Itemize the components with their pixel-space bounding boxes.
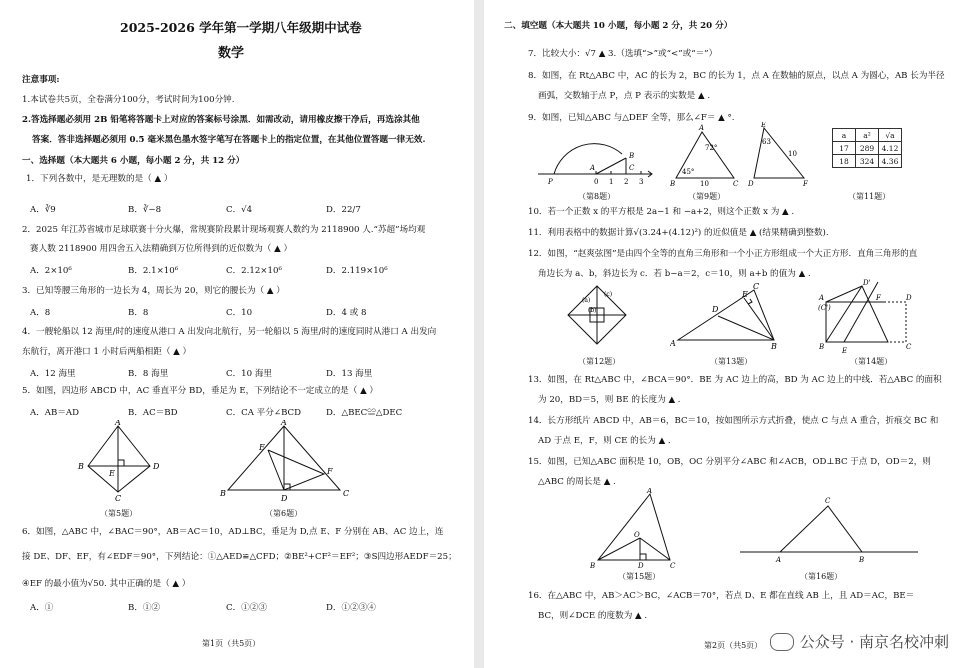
table-cell: 324 [856, 155, 879, 168]
svg-text:E: E [109, 469, 115, 478]
watermark-text: 公众号 · 南京名校冲刺 [799, 633, 949, 651]
question-16-line1: 16．在△ABC 中，AB＞AC＞BC，∠ACB＝70°，若点 D、E 都在直线 AB 上，且 AD＝AC，BE＝ [528, 591, 915, 601]
figure-13-triangle [670, 280, 780, 350]
svg-text:B: B [670, 180, 676, 188]
q4-option-d: D．13 海里 [326, 369, 373, 379]
figure-11-caption: （第11题） [848, 192, 891, 201]
svg-text:A: A [776, 556, 782, 564]
question-15-line1: 15．如图，已知△ABC 面积是 10，OB，OC 分别平分∠ABC 和∠ACB，OD⊥BC 于点 D，OD＝2，则 [528, 457, 931, 467]
table-header-cell: √a [879, 129, 902, 142]
question-8-line2: 画弧，交数轴于点 P，点 P 表示的实数是 ▲ . [538, 91, 711, 101]
q1-option-b: B．∛−8 [128, 205, 162, 215]
figure-15-triangle [590, 488, 676, 570]
question-6-line1: 6．如图，△ABC 中，∠BAC＝90°，AB＝AC＝10，AD⊥BC，垂足为 D,点 E、F 分别在 AB、AC 边上，连 [22, 527, 444, 537]
svg-text:63: 63 [762, 138, 771, 146]
table-cell: 18 [833, 155, 856, 168]
figure-15-caption: （第15题） [618, 572, 661, 581]
svg-text:45°: 45° [682, 168, 695, 176]
svg-text:E: E [742, 290, 748, 299]
q3-option-d: D．4 或 8 [326, 308, 367, 318]
question-9: 9．如图，已知△ABC 与△DEF 全等，那么∠F＝ ▲ °. [528, 113, 735, 123]
question-15-line2: △ABC 的周长是 ▲ . [538, 477, 616, 487]
question-16-line2: BC，则∠DCE 的度数为 ▲ . [538, 611, 648, 621]
svg-text:10: 10 [700, 180, 709, 188]
svg-text:O: O [634, 531, 640, 539]
svg-text:A: A [590, 164, 596, 172]
question-2-line2: 赛人数 2118900 用四舍五入法精确到万位所得到的近似数为（ ▲ ） [30, 244, 293, 254]
figure-11-table [832, 128, 902, 168]
question-14-line2: AD 于点 E，F，则 CE 的长为 ▲ . [538, 436, 671, 446]
svg-text:B: B [771, 342, 777, 350]
q5-option-a: A．AB＝AD [30, 408, 80, 418]
svg-text:B: B [78, 462, 84, 471]
svg-text:72°: 72° [705, 144, 718, 152]
figure-5-caption: （第5题） [100, 509, 138, 518]
q2-option-d: D．2.119×10⁶ [326, 266, 388, 276]
svg-text:D: D [748, 180, 754, 188]
section-choice-heading: 一、选择题（本大题共 6 小题，每小题 2 分，共 12 分） [22, 156, 245, 166]
question-4-line2: 东航行，离开港口 1 小时后两船相距（ ▲ ） [22, 347, 192, 357]
section-fill-heading: 二、填空题（本大题共 10 小题，每小题 2 分，共 20 分） [504, 21, 733, 31]
notes-heading: 注意事项: [22, 75, 60, 85]
figure-13-caption: （第13题） [710, 357, 753, 366]
svg-text:D: D [153, 462, 160, 471]
page-gap [474, 0, 484, 668]
q5-option-c: C．CA 平分∠BCD [226, 408, 302, 418]
svg-text:A: A [819, 294, 825, 302]
figure-6-triangle [212, 420, 362, 504]
svg-text:C: C [733, 180, 739, 188]
question-6-line2: 接 DE、DF、EF，有∠EDF＝90°，下列结论：①△AED≌△CFD；②BE²+CF²＝EF²；③S四边形AEDF＝25； [22, 552, 457, 562]
svg-text:10: 10 [788, 150, 797, 158]
svg-text:A: A [281, 420, 287, 427]
table-cell: 4.36 [879, 155, 902, 168]
question-6-line3: ④EF 的最小值为√50. 其中正确的是（ ▲ ） [22, 579, 191, 589]
figure-5-quadrilateral [74, 420, 164, 502]
question-4-line1: 4．一艘轮船以 12 海里/时的速度从港口 A 出发向北航行，另一轮船以 5 海里/时的速度同时从港口 A 出发向 [22, 327, 437, 337]
svg-text:2: 2 [624, 178, 629, 186]
svg-text:P: P [548, 178, 553, 186]
question-3: 3．已知等腰三角形的一边长为 4，周长为 20，则它的腰长为（ ▲ ） [22, 286, 285, 296]
q3-option-c: C．10 [226, 308, 253, 318]
table-cell: 17 [833, 142, 856, 155]
q6-option-c: C．①②③ [226, 603, 267, 613]
svg-text:F: F [327, 467, 333, 476]
q4-option-c: C．10 海里 [226, 369, 273, 379]
question-12-line2: 角边长为 a、b，斜边长为 c．若 b−a＝2，c＝10，则 a+b 的值为 ▲ . [538, 269, 811, 279]
figure-16-line-triangle [736, 494, 922, 568]
page-2-footer: 第2页（共5页） [704, 641, 763, 650]
question-13-line1: 13．如图，在 Rt△ABC 中，∠BCA＝90°．BE 为 AC 边上的高，BD 为 AC 边上的中线．若△ABC 的面积 [528, 375, 942, 385]
svg-text:D: D [638, 562, 644, 570]
note-1: 1.本试卷共5页，全卷满分100分，考试时间为100分钟. [22, 95, 235, 105]
q3-option-a: A．8 [30, 308, 51, 318]
svg-text:A: A [699, 124, 705, 132]
svg-text:A: A [115, 420, 121, 427]
svg-text:D: D [906, 294, 912, 302]
question-8-line1: 8．如图，在 Rt△ABC 中，AC 的长为 2，BC 的长为 1，点 A 在数轴的原点，以点 A 为圆心，AB 长为半径 [528, 71, 945, 81]
q6-option-a: A．① [30, 603, 54, 613]
figure-12-zhao-shuang-diagram [564, 282, 630, 348]
svg-text:B: B [819, 343, 825, 351]
question-5: 5．如图，四边形 ABCD 中，AC 垂直平分 BD，垂足为 E，下列结论不一定成立的是（ ▲ ） [22, 386, 379, 396]
svg-text:C: C [753, 282, 760, 291]
q5-option-d: D．△BEC≌△DEC [326, 408, 403, 418]
svg-text:C: C [670, 562, 676, 570]
q1-option-c: C．√4 [226, 205, 253, 215]
q2-option-c: C．2.12×10⁶ [226, 266, 282, 276]
svg-text:B: B [590, 562, 596, 570]
figure-9-triangles [670, 122, 820, 190]
svg-text:C: C [825, 497, 831, 505]
svg-text:E: E [761, 122, 767, 129]
wechat-watermark [770, 631, 949, 652]
svg-text:B: B [629, 152, 635, 160]
svg-text:3: 3 [639, 178, 644, 186]
svg-text:C: C [906, 343, 912, 351]
table-cell: 4.12 [879, 142, 902, 155]
table-header-cell: a [833, 129, 856, 142]
question-7: 7．比较大小：√7 ▲ 3.（选填“>”或“<”或“＝”） [528, 49, 718, 59]
q4-option-a: A．12 海里 [30, 369, 76, 379]
svg-text:D: D [712, 305, 719, 314]
question-12-line1: 12．如图，“赵爽弦图”是由四个全等的直角三角形和一个小正方形组成一个大正方形．直角三角形的直 [528, 249, 918, 259]
figure-16-caption: （第16题） [800, 572, 843, 581]
q6-option-d: D．①②③④ [326, 603, 376, 613]
page-1-footer: 第1页（共5页） [202, 639, 261, 648]
figure-8-number-line [534, 130, 656, 188]
svg-text:A: A [647, 488, 653, 495]
table-cell: 289 [856, 142, 879, 155]
exam-page-2 [484, 0, 963, 668]
q6-option-b: B．①② [128, 603, 161, 613]
note-2: 2.答选择题必须用 2B 铅笔将答题卡上对应的答案标号涂黑．如需改动，请用橡皮擦干净后，再选涂其他 [22, 115, 420, 125]
question-2-line1: 2．2025 年江苏省城市足球联赛十分火爆，常规赛阶段累计现场观赛人数约为 2118900 人.“苏超”场均观 [22, 225, 426, 235]
svg-text:1: 1 [609, 178, 614, 186]
question-13-line2: 为 20，BD＝5，则 BE 的长度为 ▲ . [538, 395, 681, 405]
svg-text:(c): (c) [604, 291, 613, 298]
svg-text:C: C [115, 494, 122, 502]
exam-title: 2025-2026 学年第一学期八年级期中试卷 [120, 20, 362, 35]
svg-text:(b): (b) [588, 307, 597, 314]
q2-option-b: B．2.1×10⁶ [128, 266, 179, 276]
figure-14-caption: （第14题） [850, 357, 893, 366]
svg-text:E: E [842, 347, 848, 355]
q3-option-b: B．8 [128, 308, 149, 318]
svg-text:D: D [281, 494, 288, 503]
subject-title: 数学 [218, 46, 245, 61]
svg-text:A: A [670, 339, 676, 348]
exam-page-1 [0, 0, 474, 668]
svg-text:C: C [343, 489, 350, 498]
svg-text:F: F [876, 294, 881, 302]
q1-option-a: A．∛9 [30, 205, 56, 215]
wechat-icon [770, 633, 794, 651]
table-header-cell: a² [856, 129, 879, 142]
svg-text:(a): (a) [582, 297, 591, 304]
svg-text:(C'): (C') [818, 304, 831, 312]
figure-6-caption: （第6题） [265, 509, 303, 518]
figure-12-caption: （第12题） [578, 357, 621, 366]
svg-text:B: B [220, 489, 226, 498]
figure-14-folding [818, 276, 918, 356]
svg-text:D': D' [863, 279, 871, 287]
svg-text:E: E [259, 443, 265, 452]
q2-option-a: A．2×10⁶ [30, 266, 72, 276]
question-14-line1: 14．长方形纸片 ABCD 中，AB＝6，BC＝10，按如图所示方式折叠，使点 C 与点 A 重合，折痕交 BC 和 [528, 416, 939, 426]
figure-9-caption: （第9题） [688, 192, 726, 201]
q1-option-d: D．22/7 [326, 205, 361, 215]
q4-option-b: B．8 海里 [128, 369, 169, 379]
note-2-cont: 答案．答非选择题必须用 0.5 毫米黑色墨水签字笔写在答题卡上的指定位置，在其他位置答题一律无效. [32, 135, 426, 145]
question-11: 11．利用表格中的数据计算√(3.24+(4.12)²) 的近似值是 ▲ (结果精确到整数). [528, 228, 829, 238]
figure-8-caption: （第8题） [578, 192, 616, 201]
svg-text:C: C [629, 164, 635, 172]
question-1: 1．下列各数中，是无理数的是（ ▲ ） [26, 174, 173, 184]
svg-text:0: 0 [594, 178, 599, 186]
svg-text:B: B [859, 556, 865, 564]
question-10: 10．若一个正数 x 的平方根是 2a−1 和 −a+2，则这个正数 x 为 ▲ . [528, 207, 795, 217]
svg-text:F: F [803, 180, 808, 188]
q5-option-b: B．AC＝BD [128, 408, 178, 418]
